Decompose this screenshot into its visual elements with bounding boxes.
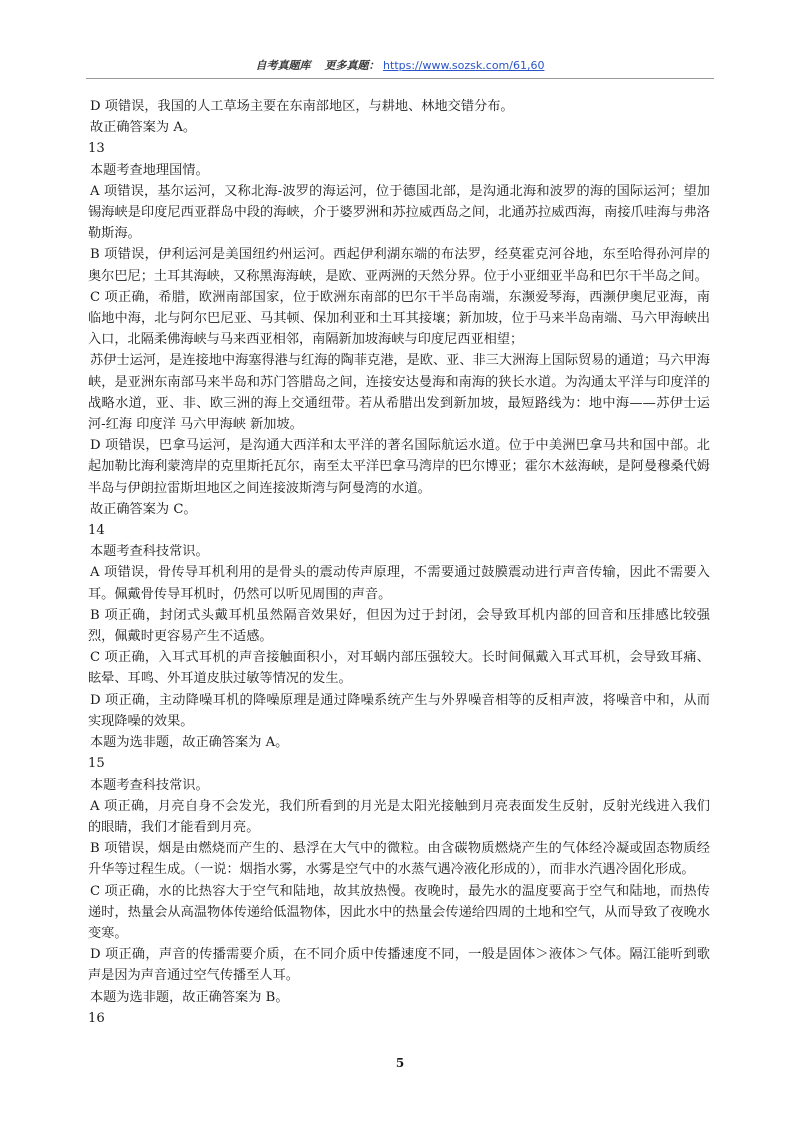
- question-number: 16: [88, 1010, 105, 1026]
- paragraph: 故正确答案为 C。: [90, 501, 197, 517]
- paragraph: 本题考查科技常识。: [90, 777, 209, 793]
- paragraph: D 项错误，巴拿马运河，是沟通大西洋和太平洋的著名国际航运水道。位于中美洲巴拿马共和国中部。北起加勒比海利蒙湾岸的克里斯托瓦尔，南至太平洋巴拿马湾岸的巴尔博亚；霍尔木兹海峡，是阿曼穆桑代姆半岛与伊朗拉雷斯坦地区之间连接波斯湾与阿曼湾的水道。: [88, 438, 710, 496]
- paragraph: 本题为选非题，故正确答案为 A。: [90, 735, 289, 751]
- paragraph: A 项错误，骨传导耳机利用的是骨头的震动传声原理，不需要通过鼓膜震动进行声音传输，因此不需要入耳。佩戴骨传导耳机时，仍然可以听见周围的声音。: [88, 565, 710, 602]
- paragraph: D 项正确，声音的传播需要介质，在不同介质中传播速度不同，一般是固体＞液体＞气体。隔江能听到歌声是因为声音通过空气传播至人耳。: [88, 947, 710, 984]
- paragraph: B 项错误，伊利运河是美国纽约州运河。西起伊利湖东端的布法罗，经莫霍克河谷地，东至哈得孙河岸的奥尔巴尼；土耳其海峡，又称黑海海峡，是欧、亚两洲的天然分界。位于小亚细亚半岛和巴尔干半岛之间。: [88, 247, 710, 284]
- document-body: [88, 96, 710, 1029]
- question-number: 15: [88, 756, 105, 772]
- paragraph: 本题考查科技常识。: [90, 544, 209, 560]
- paragraph: 本题考查地理国情。: [90, 162, 209, 178]
- paragraph: 本题为选非题，故正确答案为 B。: [90, 989, 289, 1005]
- paragraph: C 项正确，水的比热容大于空气和陆地，故其放热慢。夜晚时，最先水的温度要高于空气和陆地，而热传递时，热量会从高温物体传递给低温物体，因此水中的热量会传递给四周的土地和空气，从而导致了夜晚水变寒。: [88, 883, 710, 941]
- header-url-link[interactable]: https://www.sozsk.com/61,60: [383, 59, 545, 72]
- paragraph: C 项正确，希腊，欧洲南部国家，位于欧洲东南部的巴尔干半岛南端，东濒爱琴海，西濒伊奥尼亚海，南临地中海，北与阿尔巴尼亚、马其顿、保加利亚和土耳其接壤；新加坡，位于马来半岛南端、马六甲海峡出入口，北隔柔佛海峡与马来西亚相邻，南隔新加坡海峡与印度尼西亚相望；: [88, 289, 710, 348]
- page-header: [86, 56, 714, 76]
- paragraph: D 项正确，主动降噪耳机的降噪原理是通过降噪系统产生与外界噪音相等的反相声波，将噪音中和，从而实现降噪的效果。: [88, 692, 710, 729]
- paragraph: A 项正确，月亮自身不会发光，我们所看到的月光是太阳光接触到月亮表面发生反射，反射光线进入我们的眼睛，我们才能看到月亮。: [88, 798, 710, 835]
- paragraph: B 项正确，封闭式头戴耳机虽然隔音效果好，但因为过于封闭，会导致耳机内部的回音和压排感比较强烈，佩戴时更容易产生不适感。: [88, 607, 710, 645]
- paragraph: A 项错误，基尔运河，又称北海-波罗的海运河，位于德国北部，是沟通北海和波罗的海的国际运河；望加锡海峡是印度尼西亚群岛中段的海峡，介于婆罗洲和苏拉威西岛之间，北通苏拉威西海，南接爪哇海与弗洛勒斯海。: [88, 183, 710, 242]
- question-number: 14: [88, 523, 105, 539]
- header-divider: [86, 78, 714, 79]
- header-more-label: 更多真题：: [324, 59, 380, 72]
- page-number: 5: [395, 1056, 405, 1070]
- paragraph: C 项正确，入耳式耳机的声音接触面积小，对耳蜗内部压强较大。长时间佩戴入耳式耳机，会导致耳痛、眩晕、耳鸣、外耳道皮肤过敏等情况的发生。: [88, 650, 710, 687]
- paragraph: 苏伊士运河，是连接地中海塞得港与红海的陶菲克港，是欧、亚、非三大洲海上国际贸易的通道；马六甲海峡，是亚洲东南部马来半岛和苏门答腊岛之间，连接安达曼海和南海的狭长水道。为沟通太平洋与印度洋的战略水道，亚、非、欧三洲的海上交通纽带。若从希腊出发到新加坡，最短路线为：地中海——苏伊士运河-红海 印度洋 马六甲海峡 新加坡。: [88, 353, 710, 433]
- paragraph: 故正确答案为 A。: [90, 120, 197, 136]
- question-number: 13: [88, 141, 105, 157]
- paragraph: D 项错误，我国的人工草场主要在东南部地区，与耕地、林地交错分布。: [90, 99, 514, 114]
- header-bank-label: 自考真题库: [255, 59, 311, 72]
- paragraph: B 项错误，烟是由燃烧而产生的、悬浮在大气中的微粒。由含碳物质燃烧产生的气体经冷凝或固态物质经升华等过程生成。（一说：烟指水雾，水雾是空气中的水蒸气遇冷液化形成的），而非水汽遇冷固化形成。: [88, 841, 710, 878]
